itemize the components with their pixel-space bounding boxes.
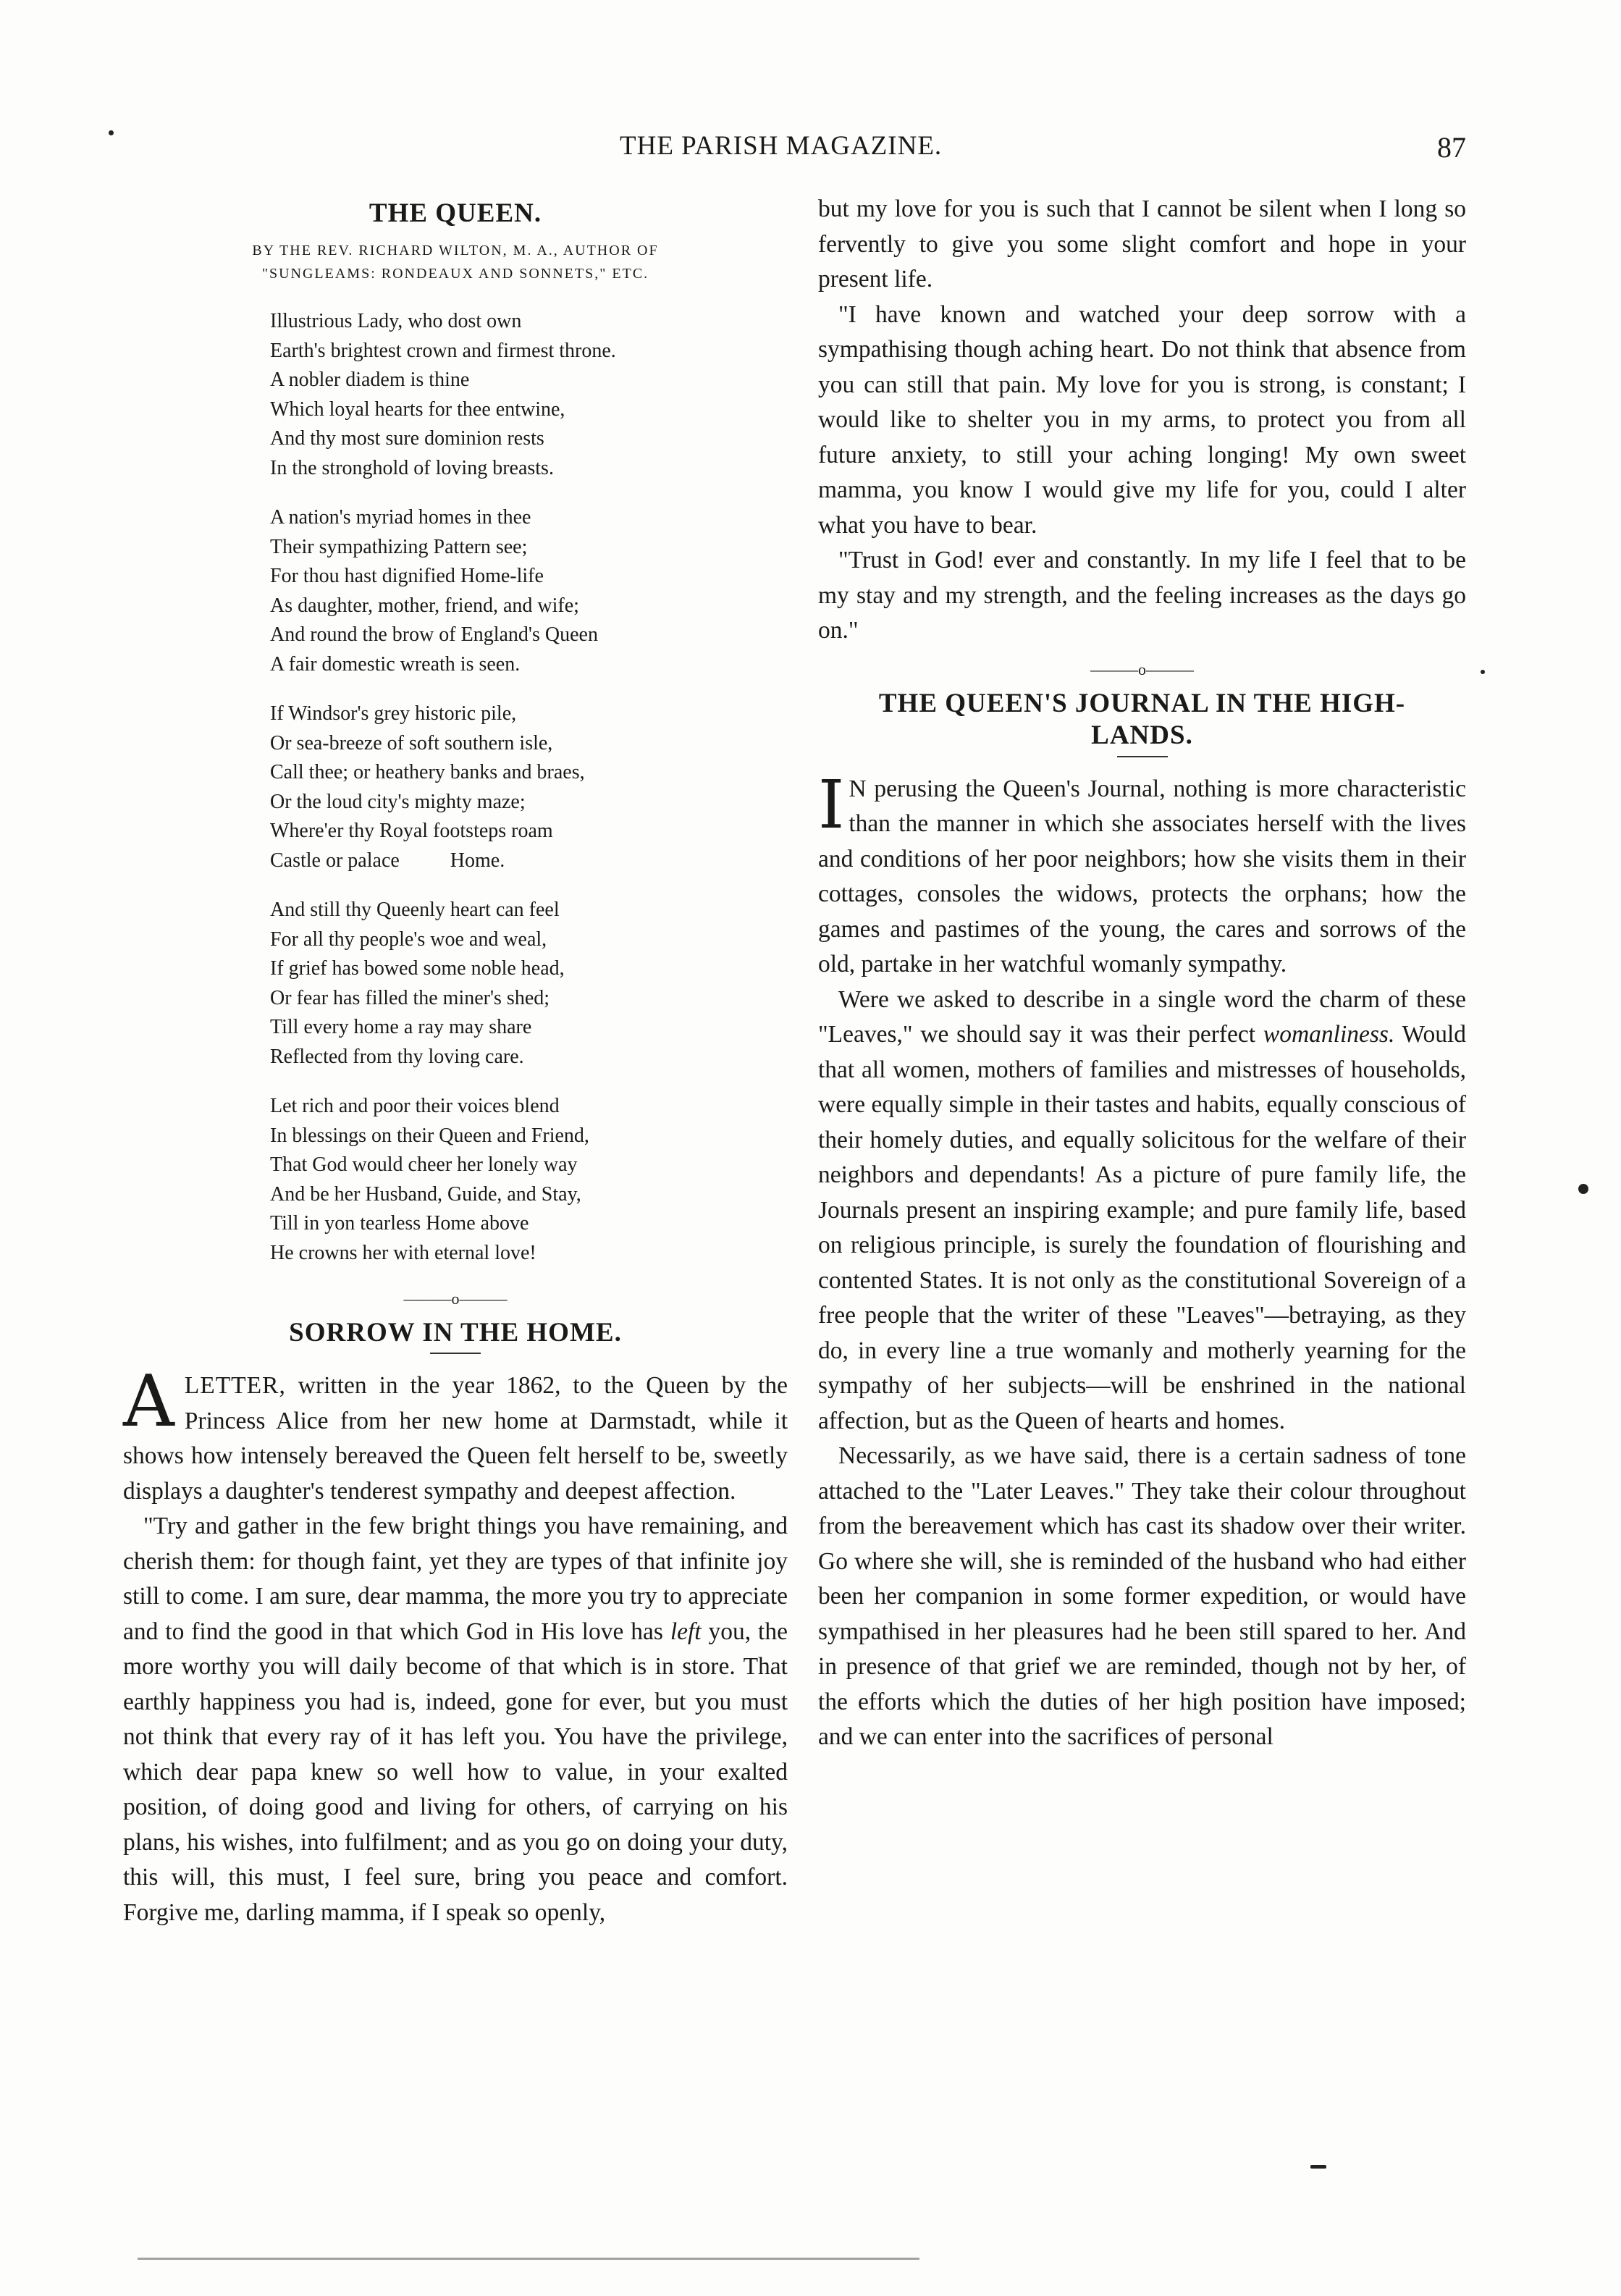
verse-line: A nation's myriad homes in thee [270,506,531,529]
right-column [818,192,1466,1755]
sorrow-title: SORROW IN THE HOME. [289,1318,622,1347]
sorrow-paragraph-2 [123,1509,788,1930]
drop-cap: I [818,765,845,844]
stanza-5 [270,1092,788,1268]
journal-article [818,765,1466,1755]
verse-line: Which loyal hearts for thee entwine, [270,398,565,421]
sorrow-paragraph-5: "Trust in God! ever and constantly. In my life I feel that to be my stay and my strength, and the feeling increases as the days go on." [818,547,1466,644]
running-title: THE PARISH MAGAZINE. [620,131,943,161]
verse-line: A nobler diadem is thine [270,369,470,391]
byline-line-2: "SUNGLEAMS: RONDEAUX AND SONNETS," ETC. [261,266,649,282]
paragraph-text: written in the year 1862, to the Queen by the Princess Alice from her new home at Darmstadt, while it shows how intensely bereaved the Queen felt herself to be, sweetly displays a daughter's tenderest sympathy and deepest affection. [123,1372,788,1505]
verse-line: Till in yon tearless Home above [270,1212,529,1235]
scan-edge-line [138,2258,919,2260]
italic-word: womanliness. [1263,1021,1395,1048]
sorrow-article-continued [818,192,1466,649]
verse-line: A fair domestic wreath is seen. [270,652,521,676]
verse-line: For thou hast dignified Home-life [270,565,544,587]
verse-line: Where'er thy Royal footsteps roam [270,820,553,842]
verse-line: Reflected from thy loving care. [270,1045,524,1068]
journal-title-line-1: THE QUEEN'S JOURNAL IN THE HIGH- [878,688,1406,718]
sorrow-article [123,1361,788,1930]
scan-speck [1481,670,1485,674]
sorrow-paragraph-4: "I have known and watched your deep sorrow with a sympathising though aching heart. Do not think that absence from you can still that pain. My love for you is strong, is constant; I would like to shelter you in my arms, to protect you from all future anxiety, to still your aching longing! My own sweet mamma, you know I would give my life for you, could I alter what you have to bear. [818,300,1466,539]
verse-line: Or fear has filled the miner's shed; [270,986,550,1009]
verse-line: And be her Husband, Guide, and Stay, [270,1182,581,1206]
poem-title: THE QUEEN. [369,198,542,228]
title-rule [1117,756,1168,757]
verse-line: Let rich and poor their voices blend [270,1095,560,1117]
verse-line: And still thy Queenly heart can feel [270,899,560,921]
poem-byline [123,239,788,285]
verse-line: That God would cheer her lonely way [270,1153,578,1176]
journal-paragraph-2 [818,983,1466,1439]
stanza-3 [270,699,788,875]
journal-paragraph-3: Necessarily, as we have said, there is a certain sadness of tone attached to the "Later Leaves." They take their colour throughout from the bereavement which has cast its shadow over their writer. Go where she will, she is reminded of the husband who had either been her companion in some former expedition, or would have sympathised in her pleasures had he been still spared to her. And in presence of that grief we are reminded, though not by her, of the efforts which the duties of her high position have imposed; and we can enter into the sacrifices of personal [818,1442,1466,1750]
verse-line: He crowns her with eternal love! [270,1241,536,1264]
verse-line: And thy most sure dominion rests [270,427,544,450]
title-rule [430,1353,481,1354]
sorrow-paragraph-1 [123,1361,788,1509]
verse-line: Castle or palace Home. [270,849,505,872]
scan-speck [1578,1184,1588,1194]
left-column [123,192,788,1930]
verse-line: Illustrious Lady, who dost own [270,310,522,332]
verse-line: Earth's brightest crown and firmest throne. [270,339,616,362]
paragraph-text: Were we asked to describe in a single word the charm of these "Leaves," we should say it was their perfect [818,985,1466,1048]
page-number: 87 [1437,131,1466,164]
stanza-1 [270,307,788,483]
verse-line: In the stronghold of loving breasts. [270,456,554,479]
section-divider: ———o——— [1090,660,1194,678]
verse-line: If grief has bowed some noble head, [270,957,565,980]
section-divider: ———o——— [403,1290,508,1308]
journal-title-line-2: LANDS. [1091,720,1193,750]
byline-line-1: BY THE REV. RICHARD WILTON, M. A., AUTHOR OF [252,243,659,258]
verse-line: For all thy people's woe and weal, [270,928,547,951]
italic-word: left [670,1618,702,1645]
paragraph-text: "Try and gather in the few bright things you have remaining, and cherish them: for though faint, yet they are types of that infinite joy still to come. I am sure, dear mamma, the more you try to appreciate and to find the good in that which God in His love has [123,1513,788,1645]
verse-line: Their sympathizing Pattern see; [270,535,528,558]
paragraph-text: Would that all women, mothers of families and mistresses of households, were equally simple in their tastes and habits, equally conscious of their homely duties, and equally solicitous for the welfare of their neighbors and dependants! As a picture of pure family life, the Journals present an inspiring example; and pure family life, based on religious principle, is surely the foundation of flourishing and contented States. It is not only as the constitutional Sovereign of a free people that the writer of these "Leaves"—betraying, as they do, in every line a true womanly and motherly yearning for the sympathy of her subjects—will be enshrined in the national affection, but as the Queen of hearts and homes. [818,1021,1466,1434]
sorrow-paragraph-3: but my love for you is such that I cannot be silent when I long so fervently to give you some slight comfort and hope in your present life. [818,195,1466,293]
verse-line: Or the loud city's mighty maze; [270,790,526,813]
verse-line: Call thee; or heathery banks and braes, [270,761,585,783]
running-head [0,130,1621,174]
verse-line: And round the brow of England's Queen [270,623,598,646]
stanza-4 [270,896,788,1072]
scan-speck [1310,2165,1326,2169]
verse-line: Or sea-breeze of soft southern isle, [270,731,553,754]
journal-title [818,688,1466,752]
paragraph-text: you, the more worthy you will daily become of that which is in store. That earthly happiness you had is, indeed, gone for ever, but you must not think that every ray of it has left you. You have the privilege, which dear papa knew so well how to value, in your exalted position, of doing good and living for others, of carrying on his plans, his wishes, into fulfilment; and as you go on doing your duty, this will, this must, I feel sure, bring you peace and comfort. Forgive me, darling mamma, if I speak so openly, [123,1618,788,1926]
journal-paragraph-1 [818,765,1466,983]
verse-line: Till every home a ray may share [270,1016,532,1038]
stanza-2 [270,503,788,679]
opening-word: LETTER, [184,1372,286,1399]
drop-cap: A [123,1361,174,1443]
verse-line: As daughter, mother, friend, and wife; [270,594,579,617]
verse-line: In blessings on their Queen and Friend, [270,1124,589,1147]
verse-line: If Windsor's grey historic pile, [270,702,517,725]
scan-speck [109,130,114,135]
paragraph-text: N perusing the Queen's Journal, nothing is more characteristic than the manner in which she associates herself with the lives and conditions of her poor neighbors; how she visits them in their cottages, consoles the widows, protects the orphans; how the games and pastimes of the young, the cares and sorrows of the old, partake in her watchful womanly sympathy. [818,775,1466,977]
